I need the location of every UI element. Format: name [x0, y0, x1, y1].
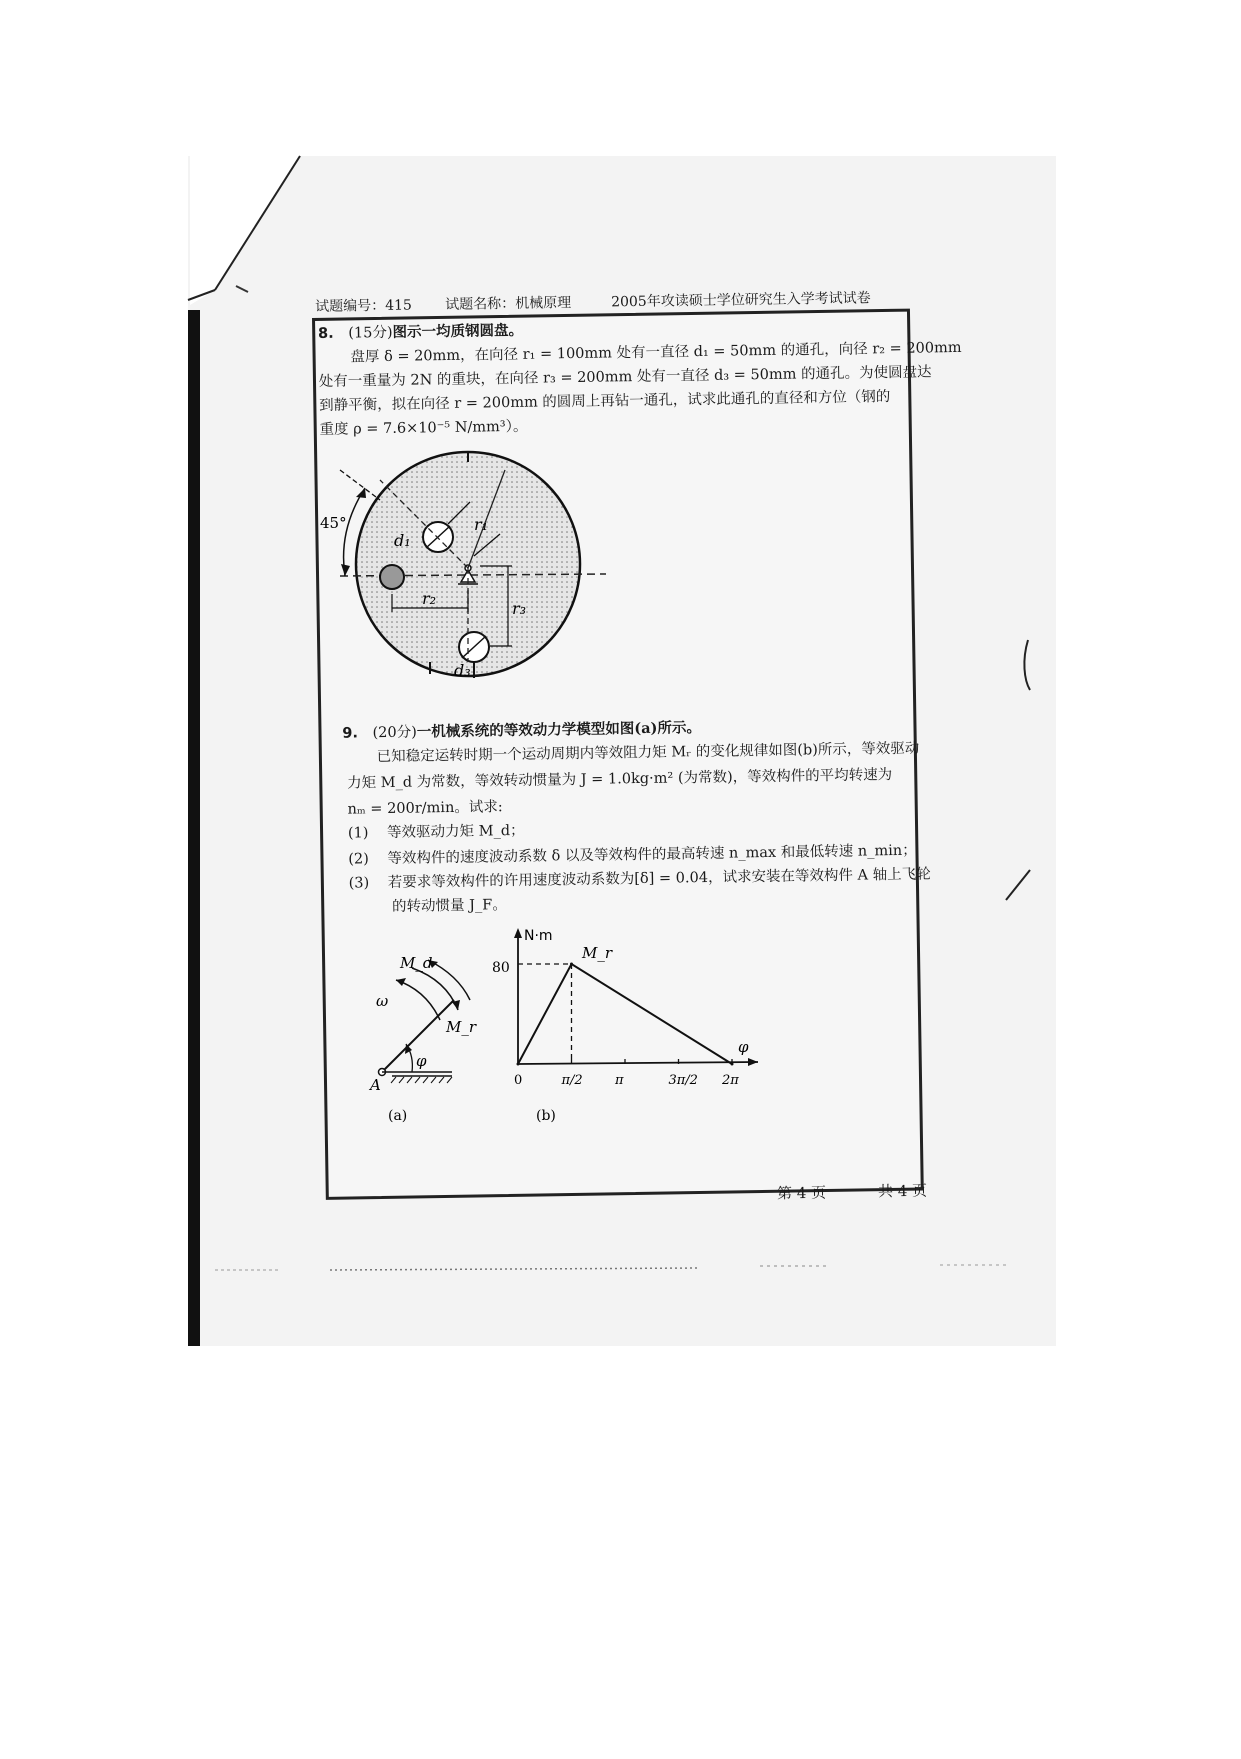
chart-y-unit: N·m [524, 928, 553, 944]
chart-x-axis-label: φ [738, 1038, 749, 1056]
q8-line-1: 盘厚 δ = 20mm，在向径 r₁ = 100mm 处有一直径 d₁ = 50mm 的通孔，向径 r₂ = 200mm [350, 339, 962, 366]
q9-item-1-text: 等效驱动力矩 M_d； [386, 822, 525, 842]
exam-title: 2005年攻读硕士学位研究生入学考试试卷 [611, 290, 871, 311]
fig8-r3-label: r₃ [512, 599, 527, 618]
fig8-r1-label: r₁ [474, 515, 489, 534]
q8-title: 图示一均质钢圆盘。 [392, 321, 524, 341]
chart-x-tick-label-2: π [614, 1073, 624, 1088]
q8-line-2: 处有一重量为 2N 的重块，在向径 r₃ = 200mm 处有一直径 d₃ = 50mm 的通孔。为使圆盘达 [318, 364, 932, 391]
exam-subject: 试题名称：机械原理 [445, 294, 572, 313]
chart-axes [514, 928, 758, 1066]
chart-point-0 [517, 1063, 520, 1066]
chart-x-tick-label-1: π/2 [561, 1073, 583, 1088]
chart-series-mr-line [518, 964, 732, 1064]
footer-page-number: 第 4 页 [776, 1183, 827, 1203]
fig-a-mr-label: M_r [446, 1018, 477, 1036]
footer-total-pages: 共 4 页 [877, 1181, 928, 1201]
q8-line-3: 到静平衡，拟在向径 r = 200mm 的圆周上再钻一通孔，试求此通孔的直径和方位（钢的 [319, 389, 891, 415]
q9-item-2-num: (2) [348, 851, 369, 868]
q9-title: 一机械系统的等效动力学模型如图(a)所示。 [416, 719, 702, 741]
fig-a-caption: (a) [388, 1108, 408, 1124]
fig-a-md-label: M_d [400, 954, 433, 972]
chart-x-tick-label-0: 0 [514, 1073, 523, 1088]
q9-line-3: nₘ = 200r/min。试求: [347, 799, 503, 818]
fig8-angle-label: 45° [320, 514, 347, 532]
q9-item-3-cont: 的转动惯量 J_F。 [391, 897, 507, 915]
q9-line-2: 力矩 M_d 为常数，等效转动惯量为 J = 1.0kg·m² (为常数)，等效构件的平均转速为 [347, 767, 893, 792]
chart-series-label-mr: M_r [582, 944, 613, 962]
q8-number: 8. [317, 325, 334, 343]
q8-line-4: 重度 ρ = 7.6×10⁻⁵ N/mm³）。 [319, 418, 528, 439]
fig8-d3-label: d₃ [454, 661, 471, 680]
q9-line-1: 已知稳定运转时期一个运动周期内等效阻力矩 Mᵣ 的变化规律如图(b)所示，等效驱动 [376, 740, 920, 766]
chart-y-tick-80: 80 [492, 960, 510, 976]
chart-x-tick-label-3: 3π/2 [668, 1073, 698, 1088]
exam-code: 试题编号：415 [315, 297, 413, 315]
fig-a-phi-label: φ [416, 1052, 427, 1070]
q9-item-1-num: (1) [347, 825, 369, 842]
q9-score: (20分) [372, 724, 417, 742]
q9-item-2-text: 等效构件的速度波动系数 δ 以及等效构件的最高转速 n_max 和最低转速 n_min； [387, 842, 917, 868]
q8-score: (15分) [348, 324, 393, 342]
chart-x-tick-label-4: 2π [721, 1073, 739, 1088]
fig-a-A-label: A [370, 1076, 381, 1094]
chart-caption: (b) [536, 1108, 556, 1124]
fig8-r2-label: r₂ [422, 589, 437, 608]
q9-number: 9. [342, 725, 359, 742]
q9-item-3-num: (3) [348, 875, 370, 892]
fig8-d1-label: d₁ [394, 531, 411, 550]
q9-item-3-text: 若要求等效构件的许用速度波动系数为[δ] = 0.04，试求安装在等效构件 A 轴上飞轮 [387, 866, 931, 892]
fig-a-omega-label: ω [376, 992, 389, 1010]
